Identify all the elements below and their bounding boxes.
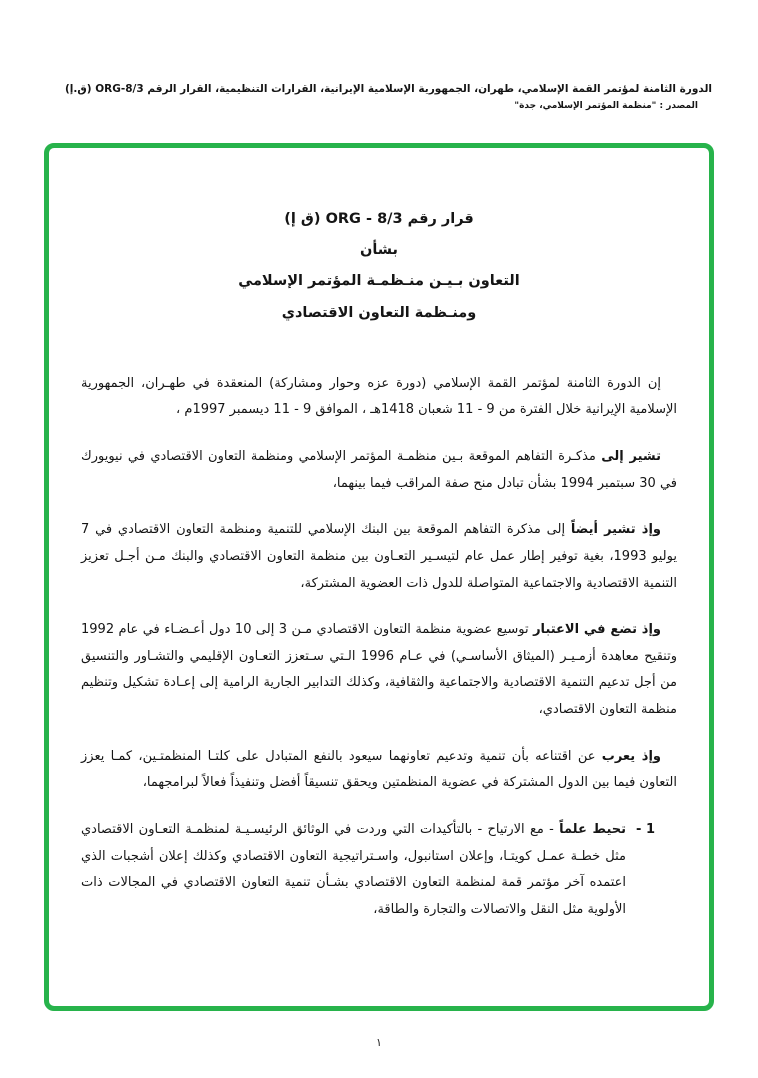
preamble-paragraph-3: [81, 517, 677, 597]
paragraph-lead: وإذ تشير أيضاً: [570, 522, 661, 538]
resolution-title-line2: ومنـظمة التعاون الاقتصادي: [281, 304, 477, 321]
header-source-line: الدورة الثامنة لمؤتمر القمة الإسلامي، طهران، الجمهورية الإسلامية الإيرانية، القرارات التنظيمية، القرار الرقم 8/3-ORG (ق.إ): [65, 83, 712, 95]
preamble-paragraph-5: [81, 744, 677, 797]
document-green-frame: [44, 143, 714, 1011]
page-number: ١: [376, 1036, 382, 1049]
paragraph-lead: وإذ تضع في الاعتبار: [533, 622, 661, 638]
resolution-number-line: قرار رقم 8/3 - ORG (ق إ): [284, 211, 474, 227]
paragraph-text: عن اقتناعه بأن تنمية وتدعيم تعاونهما سيعود بالنفع المتبادل على كلتـا المنظمتـين، كمـا يعزز التعاون فيما بين الدول المشتركة في عضوية المنظمتين ويحقق تنسيقاً أفضل وتنفيذاً فعالاً لبرامجهما،: [81, 748, 677, 791]
paragraph-text: توسيع عضوية منظمة التعاون الاقتصادي مـن 3 إلى 10 دول أعـضـاء في عام 1992 وتنقيح معاهدة أزمـيـر (الميثاق الأساسـي) في عـام 1996 الـتي سـتعزز التعـاون الإقليمي والتشـاور والتنسيق من أجل تدعيم التنمية الاقتصادية والاجتماعية والثقافية، وكذلك التدابير الجارية الرامية إلى إعـادة تشكيل وتنظيم منظمة التعاون الاقتصادي،: [81, 622, 677, 718]
resolution-subject-word: بشأن: [359, 242, 399, 259]
paragraph-lead: وإذ يعرب: [601, 748, 661, 764]
item-text: [81, 817, 626, 924]
page-header: [46, 82, 712, 111]
item-rest: - مع الارتياح - بالتأكيدات التي وردت في الوثائق الرئيسـيـة لمنظمـة التعـاون الاقتصادي مثل خطـة عمـل كويتـا، وإعلان استانبول، واسـتراتيجية التعاون الاقتصادي وكذلك إعلان أشجبات الذي اعتمده آخر مؤتمر قمة لمنظمة التعاون الاقتصادي بشـأن تنمية التعاون الاقتصادي في المجالات ذات الأولوية مثل النقل والاتصالات والتجارة والطاقة،: [81, 822, 627, 917]
item-number: 1 -: [636, 822, 655, 838]
header-publisher-line: المصدر : "منظمة المؤتمر الإسلامي، جدة": [514, 100, 698, 111]
operative-item-1: [81, 817, 677, 924]
resolution-title-line1: التعاون بـيـن منـظمـة المؤتمر الإسلامي: [238, 273, 520, 290]
preamble-paragraph-4: [81, 617, 677, 724]
paragraph-text: إلى مذكرة التفاهم الموقعة بين البنك الإسلامي للتنمية ومنظمة التعاون الاقتصادي في 7 يوليو 1993، بغية توفير إطار عمل عام لتيسـير التعـاون بين منظمة التعاون الاقتصادي والبنك مـن أجـل تعزيز التنمية الاقتصادية والاجتماعية المتواصلة للدول ذات العضوية المشتركة،: [81, 522, 677, 591]
paragraph-text: مذكـرة التفاهم الموقعة بـين منظمـة المؤتمر الإسلامي ومنظمة التعاون الاقتصادي في نيويورك في 30 سبتمبر 1994 بشأن تبادل منح صفة المراقب فيما بينهما،: [81, 448, 677, 491]
preamble-paragraph-2: [81, 444, 677, 497]
resolution-body: [81, 371, 677, 924]
item-lead: تحيط علماً: [559, 822, 627, 838]
paragraph-lead: تشير إلى: [601, 448, 661, 464]
preamble-paragraph-1: [81, 371, 677, 424]
resolution-heading: [81, 204, 677, 329]
paragraph-text: إن الدورة الثامنة لمؤتمر القمة الإسلامي (دورة عزه وحوار ومشاركة) المنعقدة في طهـران، الجمهورية الإسلامية الإيرانية خلال الفترة من 9 - 11 شعبان 1418هـ ، الموافق 9 - 11 ديسمبر 1997م ،: [81, 375, 677, 418]
